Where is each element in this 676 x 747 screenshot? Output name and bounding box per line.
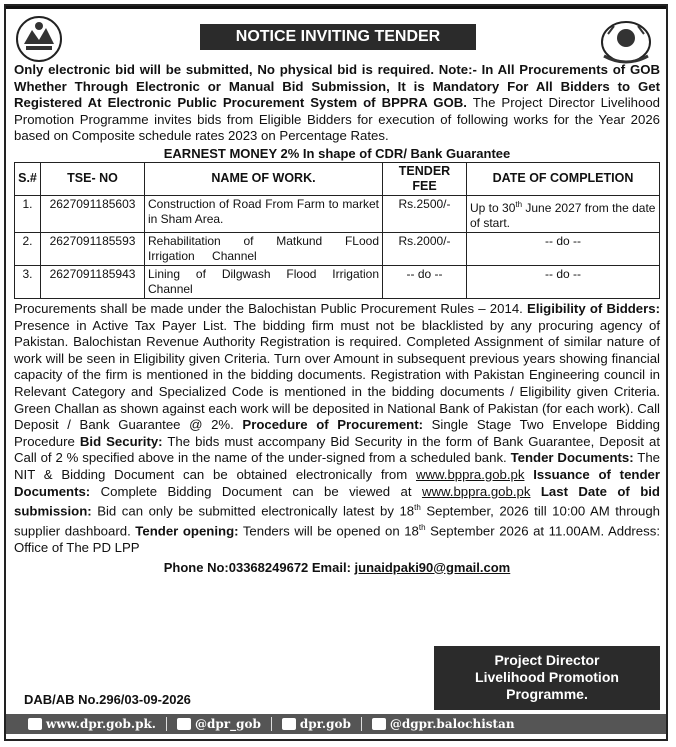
- procedure-heading: Procedure of Procurement:: [242, 417, 423, 433]
- footer-divider: [361, 717, 362, 731]
- bppra-link[interactable]: www.bppra.gob.pk: [415, 466, 525, 482]
- bid-security-heading: Bid Security:: [79, 433, 163, 449]
- cell-sno: 3.: [15, 265, 41, 298]
- footer-instagram[interactable]: [282, 717, 351, 731]
- body-text: September 2026 at 11.00AM. Address: Office of The PD LPP: [14, 523, 660, 556]
- cell-tse: 2627091185603: [41, 195, 145, 232]
- intro-bold: Only electronic bid will be submitted, No physical bid is required. Note:- In All Procurements of GOB Whether Through Electronic or Manual Bid Submission, It is Mandatory For All Bidders to Get Registered At Electronic Public Procurement System of BPPRA GOB.: [14, 62, 660, 111]
- footer-facebook[interactable]: [372, 717, 515, 731]
- body-text: Tenders will be opened on 18: [238, 523, 419, 539]
- cell-tse: 2627091185943: [41, 265, 145, 298]
- body-text: Bid can only be submitted electronically latest by 18: [91, 503, 415, 519]
- top-rule: [6, 6, 666, 9]
- tender-documents-heading: Tender Documents:: [510, 450, 634, 466]
- date-pre: Up to 30: [470, 200, 516, 215]
- date-sup: th: [515, 199, 523, 209]
- cell-sno: 1.: [15, 195, 41, 232]
- bppra-link[interactable]: www.bppra.gob.pk: [421, 483, 531, 499]
- table-row: [15, 232, 660, 265]
- eligibility-heading: Eligibility of Bidders:: [527, 300, 660, 316]
- cell-fee: Rs.2500/-: [383, 195, 467, 232]
- balochistan-emblem-icon: [14, 14, 64, 64]
- cell-work: Construction of Road From Farm to market in Sham Area.: [145, 195, 383, 232]
- footer-web[interactable]: [28, 717, 156, 731]
- body-text: The bids must accompany Bid Security in the form of Bank Guarantee, Deposit at Call of 2 % specified above in the name of the under-signed from a scheduled bank.: [14, 433, 660, 466]
- signature-line: Livelihood Promotion: [475, 669, 619, 685]
- reference-number: DAB/AB No.296/03-09-2026: [24, 692, 191, 707]
- col-header-work: NAME OF WORK.: [145, 162, 383, 195]
- superscript: th: [418, 523, 426, 533]
- intro-paragraph: [14, 62, 660, 145]
- globe-icon: [28, 718, 42, 730]
- col-header-sno: S.#: [15, 162, 41, 195]
- footer-web-text: www.dpr.gob.pk.: [46, 717, 156, 731]
- cell-tse: 2627091185593: [41, 232, 145, 265]
- notice-title: NOTICE INVITING TENDER: [200, 24, 476, 50]
- footer-twitter-text: @dpr_gob: [195, 717, 261, 731]
- footer-instagram-text: dpr.gob: [299, 717, 351, 731]
- tender-opening-heading: Tender opening:: [135, 523, 239, 539]
- last-date-heading: Last Date of bid submission:: [14, 483, 660, 519]
- table-row: [15, 265, 660, 298]
- col-header-tse: TSE- NO: [41, 162, 145, 195]
- table-header-row: [15, 162, 660, 195]
- body-text: [524, 467, 533, 482]
- earnest-money: EARNEST MONEY 2% In shape of CDR/ Bank Guarantee: [163, 145, 511, 161]
- email-link[interactable]: junaidpaki90@gmail.com: [354, 559, 511, 575]
- instagram-icon: [282, 718, 296, 730]
- facebook-icon: [372, 718, 386, 730]
- cell-fee: Rs.2000/-: [383, 232, 467, 265]
- footer-twitter[interactable]: [177, 717, 261, 731]
- signature-box: [434, 646, 660, 710]
- col-header-date: DATE OF COMPLETION: [467, 162, 660, 195]
- cell-work: Rehabilitation of Matkund FLood Irrigation Channel: [145, 232, 383, 265]
- intro-normal: The Project Director Livelihood Promotion Programme invites bids from Eligible Bidders for execution of following works for the Year 2026 based on Composite schedule rates 2023 on Percentage Rates.: [14, 95, 660, 144]
- body-text: September, 2026 till 10:00 AM through supplier dashboard.: [14, 503, 660, 539]
- signature-line: Project Director: [494, 652, 600, 668]
- body-text: Complete Bidding Document can be viewed at: [90, 483, 422, 499]
- body-text: The NIT & Bidding Document can be obtained electronically from: [14, 450, 660, 482]
- cell-work: Lining of Dilgwash Flood Irrigation Channel: [145, 265, 383, 298]
- body-text: Presence in Active Tax Payer List. The bidding firm must not be blacklisted by any procuring agency of Pakistan. Balochistan Revenue Authority Registration is required. Completed Assignment of similar nature of work will be seen in Eligibility given Criteria. Turn over Amount in subsequent previous years showing financial capacity of the firm is mentioned in the bidding documents. Registration with Pakistan Engineering council in Relevant Category and Specialized Code is mentioned in the bidding documents / Eligibility given Criteria. Green Challan as shown against each work will be deposited in National Bank of Pakistan (for each work). Call Deposit / Bank Guarantee @ 2%.: [14, 317, 660, 433]
- signature-line: Programme.: [506, 686, 588, 702]
- works-table: [14, 162, 660, 299]
- cell-date: -- do --: [467, 232, 660, 265]
- footer-facebook-text: @dgpr.balochistan: [389, 717, 515, 731]
- phone-label: Phone No:03368249672 Email:: [163, 559, 355, 575]
- cell-sno: 2.: [15, 232, 41, 265]
- table-row: [15, 195, 660, 232]
- date-post: June 2027 from the date of start.: [470, 200, 656, 230]
- contact-line: [14, 560, 660, 575]
- body-text: Single Stage Two Envelope Bidding Procedure: [14, 417, 660, 449]
- cell-date: -- do --: [467, 265, 660, 298]
- cell-fee: -- do --: [383, 265, 467, 298]
- government-seal-icon: [594, 16, 658, 66]
- footer-divider: [271, 717, 272, 731]
- notice-content: [14, 62, 660, 575]
- superscript: th: [414, 503, 421, 513]
- col-header-fee: TENDER FEE: [383, 162, 467, 195]
- body-paragraph: [14, 301, 660, 557]
- body-text: Procurements shall be made under the Balochistan Public Procurement Rules – 2014.: [14, 300, 528, 316]
- footer-divider: [166, 717, 167, 731]
- body-text: [530, 484, 540, 499]
- cell-date: [467, 195, 660, 232]
- issuance-heading: Issuance of tender Documents:: [14, 466, 660, 499]
- footer-bar: [6, 714, 666, 734]
- twitter-icon: [177, 718, 191, 730]
